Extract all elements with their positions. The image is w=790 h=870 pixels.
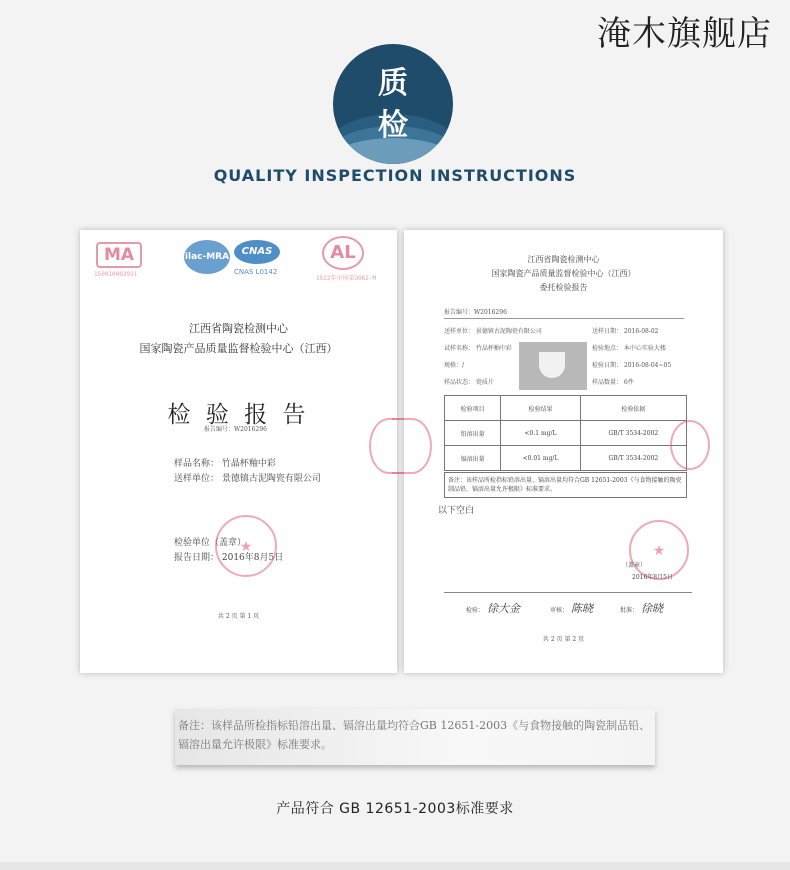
badge-char-1: 质 [378, 66, 408, 101]
sample-photo [519, 342, 587, 390]
header-cell: 检验项目 [445, 396, 501, 421]
signature-approver [620, 600, 663, 616]
cnas-number: CNAS L0142 [234, 268, 278, 276]
blank-below-text: 以下空白 [438, 506, 475, 516]
shop-name: 淹木旗舰店 [597, 14, 772, 54]
signature-name: 徐晓 [641, 602, 664, 615]
report-note: 备注：该样品所检指标铅溶出量、镉溶出量均符合GB 12651-2003《与食物接触的陶瓷制品铅、镉溶出量允许极限》标准要求。 [444, 472, 687, 498]
cup-icon [539, 352, 565, 378]
signature-divider [444, 592, 692, 593]
cal-logo-icon: AL [322, 236, 364, 270]
table-header-row [445, 396, 687, 421]
table-cell: <0.01 mg/L [501, 446, 580, 471]
sender-unit: 送样单位： 景德镇古泥陶瓷有限公司 [174, 474, 321, 484]
report-type: 委托检验报告 [539, 283, 588, 292]
signature-label: 检验： [466, 607, 485, 614]
table-row [445, 421, 687, 446]
results-table [444, 395, 687, 471]
signature-name: 陈晓 [571, 602, 594, 615]
inspection-unit: 检验单位（盖章） [174, 538, 247, 548]
report-date: 2016年8月5日 [632, 574, 673, 581]
report-number: 报告编号：W2016296 [204, 426, 267, 433]
sample-state: 样品状态： 瓷质片 [444, 379, 494, 386]
report-cover-page [80, 230, 397, 673]
signature-name: 徐大金 [487, 602, 521, 615]
table-cell: <0.1 mg/L [501, 421, 580, 446]
report-title: 检 验 报 告 [167, 402, 310, 428]
inspect-date: 检验日期： 2016-08-04~05 [592, 362, 672, 369]
cma-number: 150010002931 [94, 271, 138, 278]
header-cell: 检验结果 [501, 396, 580, 421]
institute-national-name: 国家陶瓷产品质量监督检验中心（江西） [139, 342, 338, 355]
seam-stamp-icon [670, 420, 710, 470]
page-footer: 共 2 页 第 1 页 [217, 613, 260, 620]
table-cell: 铅溶出量 [445, 421, 501, 446]
institute-national-name: 国家陶瓷产品质量监督检验中心（江西） [491, 269, 636, 278]
header-cell: 检验依据 [580, 396, 686, 421]
sample-name: 样品名称： 竹晶杯釉中彩 [174, 459, 276, 469]
conclusion-text: 产品符合 GB 12651-2003标准要求 [276, 801, 514, 817]
table-row [445, 446, 687, 471]
signature-reviewer [550, 600, 593, 616]
inspect-location: 检验地点： 本中心实验大楼 [592, 345, 666, 352]
note-callout: 备注：该样品所检指标铅溶出量、镉溶出量均符合GB 12651-2003《与食物接触的陶瓷制品铅、镉溶出量允许极限》标准要求。 [175, 709, 655, 765]
cma-logo-icon: MA [96, 242, 142, 268]
institute-name: 江西省陶瓷检测中心 [189, 322, 288, 335]
badge-char-2: 检 [378, 108, 408, 143]
signature-inspector [466, 600, 520, 616]
page-footer: 共 2 页 第 2 页 [542, 636, 585, 643]
seam-stamp-icon [392, 418, 432, 474]
table-cell: GB/T 3534-2002 [580, 446, 686, 471]
seal-label: （盖章） [622, 562, 647, 569]
official-stamp-icon: ★ [215, 515, 277, 577]
sender-unit: 送样单位： 景德镇古泥陶瓷有限公司 [444, 328, 542, 335]
cnas-logo-icon: CNAS [234, 240, 280, 264]
cal-number: 1522年审核第3062-M [316, 275, 377, 282]
send-date: 送样日期： 2016-08-02 [592, 328, 659, 335]
bottom-divider [0, 862, 790, 870]
table-cell: 镉溶出量 [445, 446, 501, 471]
report-results-page [404, 230, 723, 673]
section-headline: QUALITY INSPECTION INSTRUCTIONS [213, 166, 577, 185]
report-number: 报告编号：W2016296 [444, 307, 684, 319]
official-stamp-icon: ★ [629, 520, 689, 580]
sample-count: 样品数量： 6件 [592, 379, 634, 386]
ilac-mra-logo-icon: ilac-MRA [184, 240, 230, 274]
signature-label: 审核： [550, 607, 569, 614]
signature-label: 批准： [620, 607, 639, 614]
institute-name: 江西省陶瓷检测中心 [527, 255, 600, 264]
sample-spec: 规格：/ [444, 362, 465, 369]
quality-badge [333, 44, 453, 164]
sample-name: 试样名称： 竹晶杯釉中彩 [444, 345, 512, 352]
table-cell: GB/T 3534-2002 [580, 421, 686, 446]
report-date: 报告日期： 2016年8月5日 [174, 553, 284, 563]
